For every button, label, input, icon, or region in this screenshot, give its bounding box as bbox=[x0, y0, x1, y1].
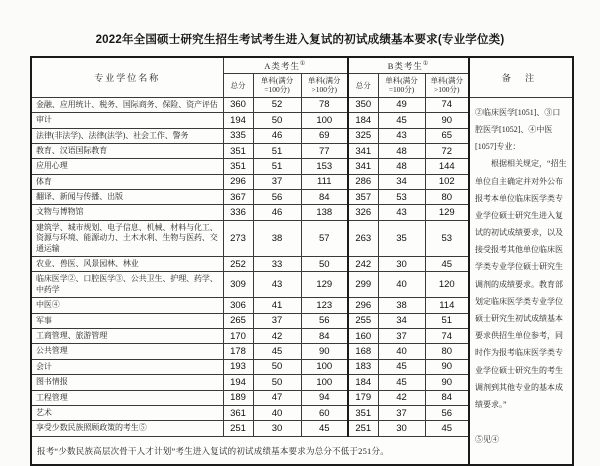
score-cell: 80 bbox=[425, 344, 469, 359]
score-cell: 325 bbox=[348, 128, 378, 143]
column-header-b-single-over-100: 单科(满分>100分) bbox=[425, 74, 469, 98]
score-cell: 30 bbox=[378, 421, 425, 436]
score-cell: 84 bbox=[425, 390, 469, 405]
score-cell: 37 bbox=[378, 405, 425, 420]
score-cell: 60 bbox=[301, 405, 348, 420]
score-cell: 56 bbox=[253, 190, 301, 205]
column-header-group-a: A类考生① bbox=[223, 57, 348, 74]
score-cell: 350 bbox=[348, 97, 378, 112]
score-cell: 43 bbox=[378, 128, 425, 143]
score-cell: 129 bbox=[301, 272, 348, 298]
score-cell: 160 bbox=[348, 329, 378, 344]
score-cell: 90 bbox=[425, 375, 469, 390]
table-body bbox=[31, 97, 573, 464]
score-cell: 184 bbox=[348, 375, 378, 390]
program-name-cell: 军事 bbox=[31, 313, 223, 328]
score-cell: 51 bbox=[253, 159, 301, 174]
score-cell: 52 bbox=[253, 97, 301, 112]
score-cell: 37 bbox=[253, 174, 301, 189]
score-cell: 46 bbox=[253, 205, 301, 220]
score-cell: 90 bbox=[425, 359, 469, 374]
score-cell: 153 bbox=[301, 159, 348, 174]
score-cell: 43 bbox=[253, 272, 301, 298]
score-cell: 111 bbox=[301, 174, 348, 189]
score-cell: 41 bbox=[253, 298, 301, 313]
score-cell: 45 bbox=[378, 375, 425, 390]
score-cell: 40 bbox=[378, 272, 425, 298]
program-name-cell: 体育 bbox=[31, 174, 223, 189]
score-cell: 184 bbox=[348, 113, 378, 128]
score-cell: 361 bbox=[223, 405, 253, 420]
score-cell: 37 bbox=[253, 313, 301, 328]
score-cell: 84 bbox=[301, 329, 348, 344]
table-row bbox=[31, 97, 573, 112]
score-cell: 351 bbox=[223, 143, 253, 158]
score-cell: 183 bbox=[348, 359, 378, 374]
score-cell: 42 bbox=[253, 329, 301, 344]
score-cell: 30 bbox=[378, 257, 425, 272]
program-name-cell: 建筑学、城市规划、电子信息、机械、材料与化工、资源与环境、能源动力、土木水利、生物与医药、交通运输 bbox=[31, 220, 223, 256]
score-cell: 45 bbox=[378, 359, 425, 374]
score-cell: 138 bbox=[301, 205, 348, 220]
program-name-cell: 艺术 bbox=[31, 405, 223, 420]
score-cell: 170 bbox=[223, 329, 253, 344]
score-cell: 255 bbox=[348, 313, 378, 328]
score-cell: 286 bbox=[348, 174, 378, 189]
table-footnote: 报考“少数民族高层次骨干人才计划”考生进入复试的初试成绩基本要求为总分不低于251分。 bbox=[31, 436, 469, 465]
footnote-marker: ① bbox=[299, 61, 307, 68]
score-cell: 94 bbox=[301, 390, 348, 405]
score-cell: 33 bbox=[253, 257, 301, 272]
score-requirements-table bbox=[30, 56, 574, 466]
score-cell: 38 bbox=[253, 220, 301, 256]
score-cell: 40 bbox=[378, 344, 425, 359]
score-cell: 40 bbox=[253, 405, 301, 420]
note-line: ⑤见④ bbox=[475, 435, 500, 445]
column-header-program-name: 专业学位名称 bbox=[31, 57, 223, 97]
program-name-cell: 文物与博物馆 bbox=[31, 205, 223, 220]
score-cell: 37 bbox=[378, 329, 425, 344]
score-cell: 357 bbox=[348, 190, 378, 205]
score-cell: 251 bbox=[223, 421, 253, 436]
score-cell: 335 bbox=[223, 128, 253, 143]
footnote-marker: ① bbox=[422, 61, 430, 68]
score-cell: 51 bbox=[425, 313, 469, 328]
score-cell: 51 bbox=[253, 143, 301, 158]
program-name-cell: 审计 bbox=[31, 113, 223, 128]
score-cell: 351 bbox=[223, 159, 253, 174]
score-cell: 100 bbox=[301, 359, 348, 374]
score-cell: 193 bbox=[223, 359, 253, 374]
note-line: 根据相关规定，“招生单位自主确定并对外公布报考本单位临床医学类专业学位硕士研究生进入复试的初试成绩要求，以及接受报考其他单位临床医学类专业学位硕士研究生调剂的成绩要求。教育部划定临床医学类专业学位硕士研究生初试成绩基本要求供招生单位参考，同时作为报考临床医学类专业学位硕士研究生的考生调剂到其他专业的基本成绩要求。” bbox=[475, 159, 567, 409]
score-cell: 56 bbox=[425, 405, 469, 420]
program-name-cell: 教育、汉语国际教育 bbox=[31, 143, 223, 158]
score-cell: 50 bbox=[253, 375, 301, 390]
score-cell: 84 bbox=[301, 190, 348, 205]
score-cell: 179 bbox=[348, 390, 378, 405]
score-cell: 45 bbox=[378, 113, 425, 128]
score-cell: 189 bbox=[223, 390, 253, 405]
document-title: 2022年全国硕士研究生招生考试考生进入复试的初试成绩基本要求(专业学位类) bbox=[95, 34, 505, 46]
score-cell: 265 bbox=[223, 313, 253, 328]
program-name-cell: 法律(非法学)、法律(法学)、社会工作、警务 bbox=[31, 128, 223, 143]
score-cell: 80 bbox=[425, 190, 469, 205]
score-cell: 69 bbox=[301, 128, 348, 143]
program-name-cell: 会计 bbox=[31, 359, 223, 374]
score-cell: 168 bbox=[348, 344, 378, 359]
score-cell: 42 bbox=[378, 390, 425, 405]
score-cell: 123 bbox=[301, 298, 348, 313]
score-cell: 341 bbox=[348, 159, 378, 174]
score-cell: 90 bbox=[425, 113, 469, 128]
score-cell: 102 bbox=[425, 174, 469, 189]
score-cell: 30 bbox=[253, 421, 301, 436]
score-cell: 351 bbox=[348, 405, 378, 420]
score-cell: 120 bbox=[425, 272, 469, 298]
column-header-group-b: B类考生① bbox=[348, 57, 469, 74]
score-cell: 48 bbox=[378, 143, 425, 158]
program-name-cell: 中医④ bbox=[31, 298, 223, 313]
score-cell: 263 bbox=[348, 220, 378, 256]
score-cell: 309 bbox=[223, 272, 253, 298]
score-cell: 53 bbox=[425, 220, 469, 256]
score-cell: 194 bbox=[223, 375, 253, 390]
score-cell: 50 bbox=[301, 257, 348, 272]
score-cell: 74 bbox=[425, 329, 469, 344]
column-header-a-single-100: 单科(满分=100分) bbox=[253, 74, 301, 98]
note-line: ②临床医学[1051]、③口腔医学[1052]、④中医[1057]专业： bbox=[475, 107, 561, 152]
score-cell: 341 bbox=[348, 143, 378, 158]
score-cell: 360 bbox=[223, 97, 253, 112]
score-cell: 57 bbox=[301, 220, 348, 256]
score-cell: 78 bbox=[301, 97, 348, 112]
column-header-notes: 备 注 bbox=[469, 57, 573, 97]
program-name-cell: 享受少数民族照顾政策的考生⑤ bbox=[31, 421, 223, 436]
program-name-cell: 公共管理 bbox=[31, 344, 223, 359]
program-name-cell: 临床医学②、口腔医学③、公共卫生、护理、药学、中药学 bbox=[31, 272, 223, 298]
score-cell: 74 bbox=[425, 97, 469, 112]
score-cell: 45 bbox=[301, 421, 348, 436]
score-cell: 114 bbox=[425, 298, 469, 313]
score-cell: 34 bbox=[378, 313, 425, 328]
score-cell: 43 bbox=[378, 205, 425, 220]
score-cell: 252 bbox=[223, 257, 253, 272]
score-cell: 77 bbox=[301, 143, 348, 158]
score-cell: 90 bbox=[301, 344, 348, 359]
column-header-b-total: 总分 bbox=[348, 74, 378, 98]
score-cell: 273 bbox=[223, 220, 253, 256]
score-cell: 100 bbox=[301, 113, 348, 128]
score-cell: 53 bbox=[378, 190, 425, 205]
score-cell: 45 bbox=[425, 257, 469, 272]
score-cell: 50 bbox=[253, 359, 301, 374]
score-cell: 336 bbox=[223, 205, 253, 220]
score-cell: 144 bbox=[425, 159, 469, 174]
program-name-cell: 图书情报 bbox=[31, 375, 223, 390]
score-cell: 100 bbox=[301, 375, 348, 390]
program-name-cell: 翻译、新闻与传播、出版 bbox=[31, 190, 223, 205]
score-cell: 50 bbox=[253, 113, 301, 128]
score-cell: 129 bbox=[425, 205, 469, 220]
program-name-cell: 工商管理、旅游管理 bbox=[31, 329, 223, 344]
program-name-cell: 应用心理 bbox=[31, 159, 223, 174]
score-cell: 242 bbox=[348, 257, 378, 272]
score-cell: 296 bbox=[348, 298, 378, 313]
score-cell: 34 bbox=[378, 174, 425, 189]
score-cell: 299 bbox=[348, 272, 378, 298]
program-name-cell: 金融、应用统计、税务、国际商务、保险、资产评估 bbox=[31, 97, 223, 112]
score-cell: 251 bbox=[348, 421, 378, 436]
score-cell: 296 bbox=[223, 174, 253, 189]
column-header-b-single-100: 单科(满分=100分) bbox=[378, 74, 425, 98]
score-cell: 326 bbox=[348, 205, 378, 220]
score-cell: 178 bbox=[223, 344, 253, 359]
program-name-cell: 农业、兽医、风景园林、林业 bbox=[31, 257, 223, 272]
score-cell: 38 bbox=[378, 298, 425, 313]
score-cell: 48 bbox=[378, 159, 425, 174]
program-name-cell: 工程管理 bbox=[31, 390, 223, 405]
score-cell: 194 bbox=[223, 113, 253, 128]
notes-cell bbox=[469, 97, 573, 464]
score-cell: 46 bbox=[253, 128, 301, 143]
score-cell: 45 bbox=[253, 344, 301, 359]
score-cell: 47 bbox=[253, 390, 301, 405]
score-cell: 45 bbox=[425, 421, 469, 436]
score-cell: 35 bbox=[378, 220, 425, 256]
column-header-a-single-over-100: 单科(满分>100分) bbox=[301, 74, 348, 98]
score-cell: 56 bbox=[301, 313, 348, 328]
score-cell: 306 bbox=[223, 298, 253, 313]
score-cell: 367 bbox=[223, 190, 253, 205]
score-cell: 49 bbox=[378, 97, 425, 112]
score-cell: 65 bbox=[425, 128, 469, 143]
score-cell: 72 bbox=[425, 143, 469, 158]
column-header-a-total: 总分 bbox=[223, 74, 253, 98]
